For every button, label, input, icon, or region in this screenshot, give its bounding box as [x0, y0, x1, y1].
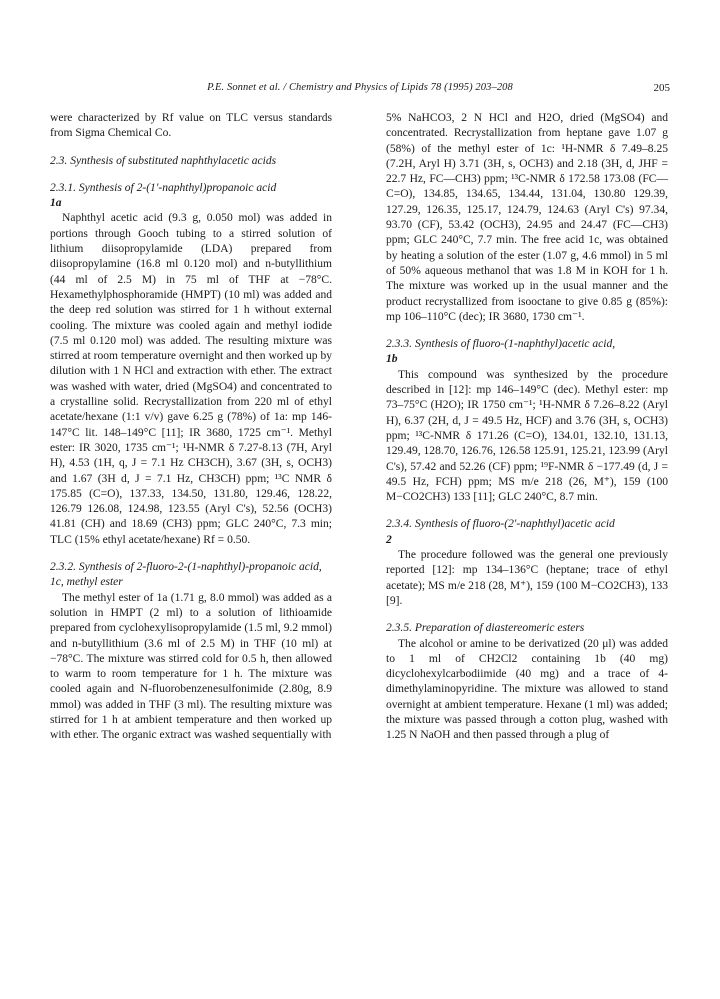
compound-label-1b: 1b [386, 353, 398, 366]
running-header [50, 82, 670, 98]
paragraph-2-3-4: The procedure followed was the general one previously reported [12]: mp 134–136°C (heptane; trace of ethyl acetate); MS m/e 218 (28, M⁺), 159 (100 M−CO2CH3), 133 [9]. [386, 549, 668, 607]
section-heading-2-3-3 [386, 337, 668, 368]
section-heading-2-3-1-text: 2.3.1. Synthesis of 2-(1′-naphthyl)propanoic acid [50, 181, 277, 194]
page-number: 205 [653, 82, 670, 94]
paragraph-2-3-1: Naphthyl acetic acid (9.3 g, 0.050 mol) was added in portions through Gooch tubing to a stirred solution of lithium diisopropylamide (LDA) prepared from diisopropylamine (16.8 ml 0.120 mol) and n-butyllithium (44 ml of 2.5 M) in 75 ml of THF at −78°C. Hexamethylphosphoramide (HMPT) (10 ml) was added and the deep red solution was stirred for 1 h without external cooling. The mixture was cooled again and methyl iodide (7.5 ml 0.120 mol) was added. The resulting mixture was stirred at room temperature overnight and then worked up by dilution with 1 N HCl and extraction with ether. The extract was washed with water, dried (MgSO4) and concentrated to a crystalline solid. Recrystallization from 220 ml of ethyl acetate/hexane (1:1 v/v) gave 6.25 g (78%) of 1a: mp 146-147°C lit. 148–149°C [11]; IR 3680, 1725 cm⁻¹. Methyl ester: IR 3020, 1735 cm⁻¹; ¹H-NMR δ 7.27-8.13 (7H, Aryl H), 4.53 (1H, q, J = 7.1 Hz CH3CH), 3.67 (3H, s, OCH3) and 1.67 (3H d, J = 7.1 Hz, CH3CH) ppm; ¹³C NMR δ 175.85 (C=O), 137.33, 134.50, 131.80, 129.46, 128.22, 126.79 126.08, 124.98, 123.55 (Aryl C's), 52.56 (OCH3) 41.81 (CH) and 18.69 (CH3) ppm; GLC 240°C, 7.3 min; TLC (15% ethyl acetate/hexane) Rf = 0.50. [50, 212, 332, 546]
section-heading-2-3-3-text: 2.3.3. Synthesis of fluoro-(1-naphthyl)acetic acid, [386, 338, 616, 351]
paragraph-2-3-2: The methyl ester of 1a (1.71 g, 8.0 mmol) was added as a solution in HMPT (2 ml) to a solution of lithioamide prepared from cyclohexylisopropylamide (1.5 ml, 9.2 mmol) and n-butyllithium (3.6 ml of 2.5 M) in THF (10 ml) at −78°C. The mixture was stirred cold for 0.5 h, then allowed to warm to room temperature for 1 h. The mixture was cooled again and N-fluorobenzenesulfonimide (2.80g, 8.9 mmol) was added in THF (3 ml). The resulting mixture was stirred for 1 h at ambient temperature and then worked up with ether. The organic extract was washed sequentially with [50, 591, 332, 742]
paragraph-intro: were characterized by Rf value on TLC versus standards from Sigma Chemical Co. [50, 112, 332, 140]
paragraph-2-3-5: The alcohol or amine to be derivatized (20 μl) was added to 1 ml of CH2Cl2 containing 1b (40 mg) dicyclohexylcarbodiimide (40 mg) and a trace of 4-dimethylaminopyridine. The mixture was allowed to stand overnight at ambient temperature. Hexane (1 ml) was added; the mixture was passed through a cotton plug, washed with 1.25 N NaOH and then passed through a plug of [386, 637, 668, 742]
running-header-title: P.E. Sonnet et al. / Chemistry and Physics of Lipids 78 (1995) 203–208 [207, 82, 513, 93]
compound-label-1a: 1a [50, 197, 62, 210]
paragraph-2-3-3: This compound was synthesized by the procedure described in [12]: mp 146–149°C (dec). Methyl ester: mp 73–75°C (H2O); IR 1750 cm⁻¹; ¹H-NMR δ 7.26–8.22 (Aryl H), 6.37 (2H, d, J = 49.5 Hz, HCF) and 3.76 (3H, s, OCH3) ppm; ¹³C-NMR δ 171.26 (C=O), 134.01, 132.10, 131.13, 129.49, 128.70, 126.76, 126.58 125.91, 125.21, 123.99 (Aryl C's), 57.42 and 52.26 (CF) ppm; ¹⁹F-NMR δ −177.49 (d, J = 49.5 Hz, FCH) ppm; MS m/e 218 (26, M⁺), 159 (100 M−CO2CH3) 133 [11]; GLC 240°C, 8.7 min. [386, 368, 668, 504]
paragraph-continued: 5% NaHCO3, 2 N HCl and H2O, dried (MgSO4) and concentrated. Recrystallization from heptane gave 1.07 g (58%) of the methyl ester of 1c: ¹H-NMR δ 7.49–8.25 (7.2H, Aryl H) 3.71 (3H, s, OCH3) and 2.18 (3H, d, JHF = 22.7 Hz, FC—CH3) ppm; ¹³C-NMR δ 172.58 173.08 (FC—C=O), 134.85, 134.65, 134.44, 131.04, 130.80 129.39, 127.29, 126.35, 125.17, 124.79, 124.63 (Aryl C's) 97.34, 93.70 (CF), 53.42 (OCH3), 24.95 and 24.47 (FC—CH3) ppm; GLC 240°C, 7.7 min. The free acid 1c, was obtained by heating a solution of the ester (1.07 g, 4.6 mmol) in 5 ml of 50% aqueous methanol that was 1.8 M in KOH for 1 h. The mixture was worked up in the usual manner and the product recrystallized from isooctane to give 0.85 g (85%): mp 106–110°C (dec); IR 3680, 1730 cm⁻¹. [386, 112, 668, 323]
compound-label-2: 2 [386, 533, 392, 546]
section-heading-2-3-4 [386, 517, 668, 548]
section-heading-2-3-5: 2.3.5. Preparation of diastereomeric esters [386, 622, 585, 635]
section-heading-2-3: 2.3. Synthesis of substituted naphthylacetic acids [50, 154, 277, 167]
right-column [386, 111, 668, 744]
section-heading-2-3-1 [50, 181, 332, 212]
section-heading-2-3-4-text: 2.3.4. Synthesis of fluoro-(2′-naphthyl)acetic acid [386, 518, 615, 531]
section-heading-2-3-2: 2.3.2. Synthesis of 2-fluoro-2-(1-naphthyl)-propanoic acid, 1c, methyl ester [50, 561, 322, 589]
left-column [50, 111, 332, 744]
